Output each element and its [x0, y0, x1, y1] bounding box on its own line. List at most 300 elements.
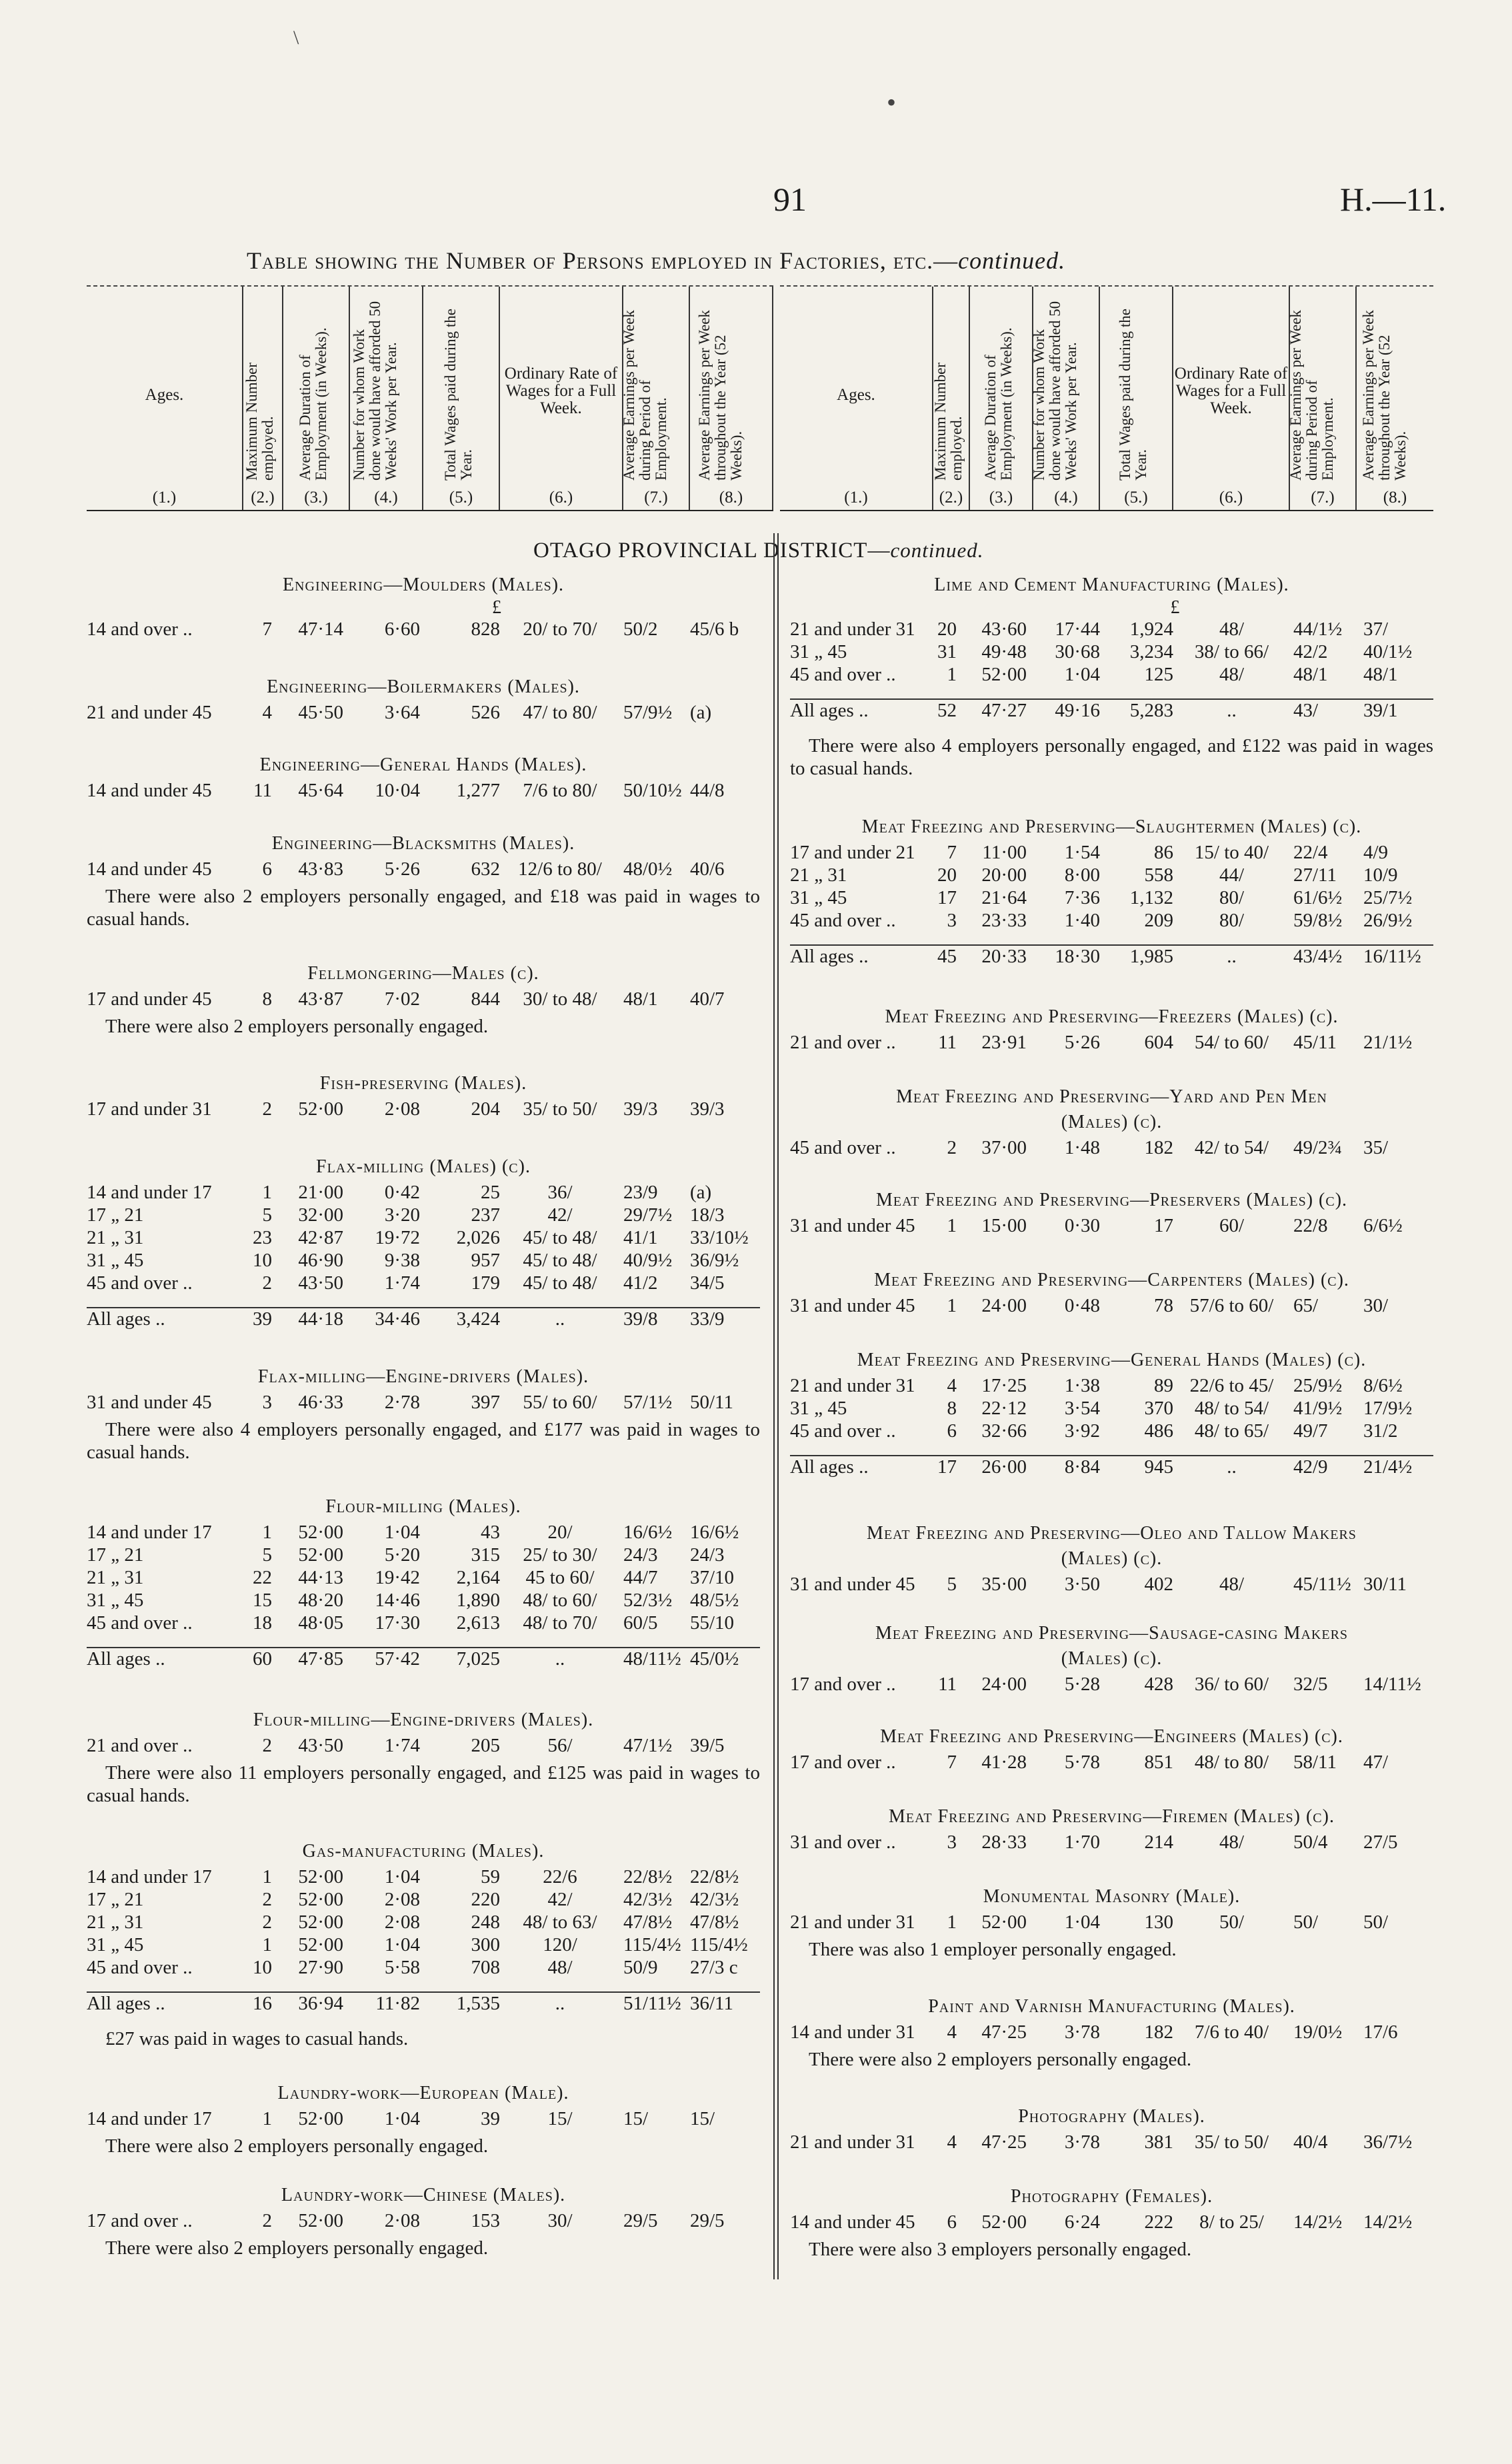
data-rows: [87, 988, 760, 1011]
cell-col-7: 41/1: [623, 1227, 658, 1248]
total-row: [87, 1307, 760, 1339]
cell-col-7: 29/5: [623, 2210, 658, 2231]
section-title: Meat Freezing and Preserving—General Hands (Males) (c).: [857, 1350, 1367, 1370]
header-ordinary-rate: Ordinary Rate of Wages for a Full Week. (6.): [1173, 287, 1290, 510]
cell-col-4: 1·04: [384, 1522, 420, 1543]
cell-col-6: ..: [1227, 946, 1237, 967]
cell-col-6: 57/6 to 60/: [1189, 1295, 1274, 1316]
cell-col-7: 58/11: [1293, 1752, 1337, 1773]
cell-col-5: 204: [471, 1098, 500, 1120]
section-title: Meat Freezing and Preserving—Freezers (Males) (c).: [885, 1006, 1339, 1027]
section: [87, 2083, 760, 2157]
header-avg-earnings-period: Average Earnings per Week during Period of Employment. (7.): [1290, 287, 1357, 510]
cell-col-7: 50/4: [1293, 1832, 1328, 1853]
cell-col-3: 32·00: [298, 1204, 343, 1226]
cell-col-1: 21 „ 31: [87, 1911, 144, 1933]
cell-col-2: 6: [947, 2211, 957, 2233]
section: [87, 676, 760, 724]
cell-col-6: 15/ to 40/: [1194, 842, 1269, 863]
cell-col-4: 3·50: [1064, 1574, 1100, 1595]
cell-col-4: 3·20: [384, 1204, 420, 1226]
cell-col-3: 21·00: [298, 1182, 343, 1203]
cell-col-8: 4/9: [1363, 842, 1389, 863]
data-rows: [790, 2021, 1433, 2044]
cell-col-8: 14/11½: [1363, 1674, 1421, 1695]
section: [87, 833, 760, 930]
data-rows: [87, 618, 760, 641]
cell-col-8: 30/11: [1363, 1574, 1407, 1595]
total-row: [790, 944, 1433, 976]
cell-col-4: 5·58: [384, 1957, 420, 1978]
cell-col-5: 558: [1144, 864, 1173, 886]
section-title: Monumental Masonry (Male).: [983, 1886, 1241, 1907]
page-number: 91: [773, 181, 807, 218]
data-rows: [87, 1735, 760, 1758]
table-row: [87, 1567, 760, 1590]
cell-col-1: 31 and under 45: [790, 1295, 915, 1316]
section: [87, 1073, 760, 1121]
cell-col-3: 42·87: [298, 1227, 343, 1248]
section: [790, 1726, 1433, 1774]
cell-col-4: 6·60: [384, 618, 420, 640]
cell-col-8: 34/5: [690, 1272, 725, 1294]
cell-col-3: 37·00: [981, 1137, 1027, 1158]
section-title: Fellmongering—Males (c).: [307, 963, 539, 984]
cell-col-2: 22: [253, 1567, 272, 1588]
cell-col-7: 47/1½: [623, 1735, 673, 1756]
cell-col-5: 153: [471, 2210, 500, 2231]
cell-col-4: 1·54: [1064, 842, 1100, 863]
cell-col-5: 1,277: [456, 780, 500, 801]
cell-col-5: 39: [481, 2108, 500, 2129]
cell-col-3: 24·00: [981, 1674, 1027, 1695]
cell-col-6: 56/: [547, 1735, 573, 1756]
cell-col-7: 23/9: [623, 1182, 658, 1203]
cell-col-2: 20: [937, 618, 957, 640]
section-title: Meat Freezing and Preserving—Sausage-casing Makers: [875, 1623, 1349, 1644]
cell-col-8: 18/3: [690, 1204, 725, 1226]
cell-col-5: 604: [1144, 1032, 1173, 1053]
table-row: [87, 1182, 760, 1204]
cell-col-7: 42/3½: [623, 1889, 673, 1910]
cell-col-2: 1: [262, 1182, 272, 1203]
cell-col-5: 486: [1144, 1420, 1173, 1442]
cell-col-1: 31 and under 45: [790, 1215, 915, 1236]
section-note: There were also 2 employers personally engaged.: [105, 2237, 489, 2259]
cell-col-5: 179: [471, 1272, 500, 1294]
section-title: Engineering—Moulders (Males).: [282, 575, 565, 595]
cell-col-1: 31 and under 45: [87, 1392, 212, 1413]
cell-col-3: 47·25: [981, 2021, 1027, 2043]
cell-col-3: 23·33: [981, 910, 1027, 931]
section: [790, 1886, 1433, 1961]
cell-col-7: 22/8½: [623, 1866, 673, 1887]
cell-col-7: 29/7½: [623, 1204, 673, 1226]
cell-col-1: 14 and under 45: [87, 858, 212, 880]
cell-col-4: 1·04: [384, 2108, 420, 2129]
data-rows: [790, 1574, 1433, 1596]
cell-col-1: 14 and under 17: [87, 1522, 212, 1543]
section-title: Engineering—General Hands (Males).: [259, 754, 587, 775]
cell-col-2: 60: [253, 1648, 272, 1670]
cell-col-5: 1,924: [1129, 618, 1173, 640]
cell-col-5: 7,025: [456, 1648, 500, 1670]
header-total-wages: Total Wages paid during the Year. (5.): [423, 287, 500, 510]
data-rows: [87, 702, 760, 724]
cell-col-2: 1: [262, 2108, 272, 2129]
cell-col-3: 52·00: [981, 2211, 1027, 2233]
cell-col-1: 31 and over ..: [790, 1832, 896, 1853]
cell-col-5: 209: [1144, 910, 1173, 931]
table-row: [790, 1032, 1433, 1054]
cell-col-3: 43·50: [298, 1735, 343, 1756]
data-rows: [87, 1392, 760, 1414]
cell-col-1: 14 and under 45: [790, 2211, 915, 2233]
cell-col-7: 48/0½: [623, 858, 673, 880]
cell-col-8: 10/9: [1363, 864, 1398, 886]
section-title: Gas-manufacturing (Males).: [302, 1841, 545, 1861]
cell-col-3: 23·91: [981, 1032, 1027, 1053]
cell-col-1: 17 „ 21: [87, 1204, 144, 1226]
cell-col-7: 44/7: [623, 1567, 658, 1588]
cell-col-7: 60/5: [623, 1612, 658, 1634]
cell-col-2: 39: [253, 1308, 272, 1330]
table-row: [87, 1612, 760, 1635]
table-row: [87, 1957, 760, 1979]
cell-col-7: 49/7: [1293, 1420, 1328, 1442]
cell-col-5: 130: [1144, 1911, 1173, 1933]
section-title: Meat Freezing and Preserving—Firemen (Males) (c).: [889, 1806, 1335, 1827]
table-row: [87, 1098, 760, 1121]
cell-col-6: 48/: [1219, 1574, 1245, 1595]
cell-col-5: 1,132: [1129, 887, 1173, 908]
cell-col-4: 14·46: [375, 1590, 420, 1611]
cell-col-8: 15/: [690, 2108, 715, 2129]
cell-col-6: 48/ to 63/: [523, 1911, 597, 1933]
cell-col-4: 17·44: [1055, 618, 1100, 640]
table-row: [87, 1522, 760, 1544]
cell-col-7: 44/1½: [1293, 618, 1343, 640]
header-max-number: Maximum Number employed. (2.): [243, 287, 283, 510]
section-title: Engineering—Blacksmiths (Males).: [271, 833, 575, 854]
cell-col-7: 57/1½: [623, 1392, 673, 1413]
cell-col-8: 16/11½: [1363, 946, 1421, 967]
cell-col-3: 36·94: [298, 1993, 343, 2014]
cell-col-5: 526: [471, 702, 500, 723]
cell-col-7: 42/9: [1293, 1456, 1328, 1478]
header-avg-earnings-year: Average Earnings per Week throughout the Year (52 Weeks). (8.): [1359, 310, 1409, 507]
cell-col-2: 23: [253, 1227, 272, 1248]
cell-col-2: 1: [947, 1295, 957, 1316]
cell-col-8: 37/10: [690, 1567, 735, 1588]
cell-col-7: 50/2: [623, 618, 658, 640]
cell-col-8: 42/3½: [690, 1889, 739, 1910]
cell-col-8: 29/5: [690, 2210, 725, 2231]
cell-col-5: 182: [1144, 1137, 1173, 1158]
cell-col-5: 957: [471, 1250, 500, 1271]
cell-col-7: 57/9½: [623, 702, 673, 723]
cell-col-1: 17 and over ..: [790, 1752, 896, 1773]
cell-col-5: 2,613: [456, 1612, 500, 1634]
cell-col-1: 21 and under 31: [790, 618, 915, 640]
cell-col-8: 17/9½: [1363, 1398, 1413, 1419]
cell-col-3: 52·00: [298, 1934, 343, 1955]
cell-col-3: 52·00: [298, 1866, 343, 1887]
cell-col-1: 45 and over ..: [790, 1420, 896, 1442]
cell-col-8: 36/7½: [1363, 2131, 1413, 2153]
header-avg-duration: Average Duration of Employment (in Weeks). (3.): [970, 287, 1033, 510]
cell-col-2: 6: [262, 858, 272, 880]
cell-col-5: 1,890: [456, 1590, 500, 1611]
cell-col-4: 5·28: [1064, 1674, 1100, 1695]
cell-col-6: 36/: [547, 1182, 573, 1203]
cell-col-7: 115/4½: [623, 1934, 681, 1955]
cell-col-5: 205: [471, 1735, 500, 1756]
cell-col-3: 49·48: [981, 641, 1027, 662]
total-row: [87, 1647, 760, 1679]
cell-col-2: 2: [262, 1735, 272, 1756]
data-rows: [87, 1182, 760, 1339]
cell-col-5: 125: [1144, 664, 1173, 685]
section-title: Lime and Cement Manufacturing (Males).: [934, 575, 1289, 595]
section-title: Flour-milling (Males).: [325, 1496, 521, 1517]
cell-col-7: 14/2½: [1293, 2211, 1343, 2233]
cell-col-6: 22/6 to 45/: [1189, 1375, 1274, 1396]
cell-col-1: 21 and under 45: [87, 702, 212, 723]
section: [87, 2185, 760, 2259]
cell-col-3: 52·00: [298, 2210, 343, 2231]
section-title: Meat Freezing and Preserving—Engineers (Males) (c).: [880, 1726, 1343, 1747]
cell-col-1: 45 and over ..: [790, 664, 896, 685]
cell-col-8: 8/6½: [1363, 1375, 1403, 1396]
cell-col-6: ..: [1227, 700, 1237, 721]
section-note: There were also 4 employers personally engaged, and £177 was paid in wages to casual hands.: [87, 1419, 760, 1463]
section-title: Flour-milling—Engine-drivers (Males).: [253, 1710, 594, 1730]
cell-col-1: 31 „ 45: [790, 641, 847, 662]
section-title: Fish-preserving (Males).: [319, 1073, 527, 1094]
section: [87, 963, 760, 1038]
cell-col-5: 222: [1144, 2211, 1173, 2233]
cell-col-6: 8/ to 25/: [1199, 2211, 1264, 2233]
cell-col-8: 14/2½: [1363, 2211, 1413, 2233]
cell-col-1: 31 „ 45: [87, 1250, 144, 1271]
data-rows: [790, 2211, 1433, 2234]
cell-col-5: 43: [481, 1522, 500, 1543]
cell-col-3: 47·85: [298, 1648, 343, 1670]
cell-col-6: 7/6 to 40/: [1194, 2021, 1269, 2043]
cell-col-4: 3·78: [1064, 2021, 1100, 2043]
scan-speck: •: [887, 87, 897, 117]
cell-col-2: 4: [947, 2131, 957, 2153]
cell-col-6: 48/: [1219, 1832, 1245, 1853]
cell-col-2: 45: [937, 946, 957, 967]
table-row: [87, 1934, 760, 1957]
header-total-wages: Total Wages paid during the Year. (5.): [1100, 287, 1173, 510]
cell-col-5: 632: [471, 858, 500, 880]
cell-col-4: 2·08: [384, 1098, 420, 1120]
cell-col-4: 8·00: [1064, 864, 1100, 886]
cell-col-4: 9·38: [384, 1250, 420, 1271]
cell-col-4: 19·42: [375, 1567, 420, 1588]
cell-col-4: 11·82: [375, 1993, 420, 2014]
section: [790, 1270, 1433, 1318]
cell-col-8: 24/3: [690, 1544, 725, 1566]
table-row: [790, 2211, 1433, 2234]
section-title: Laundry-work—Chinese (Males).: [281, 2185, 566, 2205]
cell-col-2: 7: [947, 842, 957, 863]
cell-col-5: 59: [481, 1866, 500, 1887]
cell-col-8: 6/6½: [1363, 1215, 1403, 1236]
data-rows: [790, 618, 1433, 730]
cell-col-7: 50/10½: [623, 780, 682, 801]
table-row: [790, 1832, 1433, 1854]
cell-col-1: 17 and under 45: [87, 988, 212, 1010]
cell-col-1: 21 „ 31: [790, 864, 847, 886]
district-continued: continued.: [890, 539, 984, 562]
page-code: H.—11.: [1340, 181, 1447, 218]
table-row: [790, 2131, 1433, 2154]
cell-col-1: 14 and under 17: [87, 1182, 212, 1203]
cell-col-2: 1: [262, 1934, 272, 1955]
cell-col-3: 43·50: [298, 1272, 343, 1294]
cell-col-4: 7·36: [1064, 887, 1100, 908]
cell-col-1: All ages ..: [87, 1308, 165, 1330]
district-heading: [533, 539, 983, 563]
cell-col-1: All ages ..: [790, 1456, 869, 1478]
cell-col-4: 1·74: [384, 1272, 420, 1294]
table-row: [790, 1674, 1433, 1696]
cell-col-1: 17 and over ..: [87, 2210, 193, 2231]
cell-col-5: 89: [1154, 1375, 1173, 1396]
cell-col-5: 828: [471, 618, 500, 640]
cell-col-7: 45/11½: [1293, 1574, 1351, 1595]
cell-col-6: 80/: [1219, 910, 1245, 931]
section: [87, 754, 760, 802]
cell-col-2: 1: [262, 1522, 272, 1543]
cell-col-3: 28·33: [981, 1832, 1027, 1853]
section: [87, 575, 760, 641]
cell-col-8: 17/6: [1363, 2021, 1398, 2043]
cell-col-3: 44·18: [298, 1308, 343, 1330]
cell-col-6: 48/ to 60/: [523, 1590, 597, 1611]
cell-col-6: 48/ to 65/: [1194, 1420, 1269, 1442]
cell-col-6: 22/6: [543, 1866, 577, 1887]
cell-col-4: 18·30: [1055, 946, 1100, 967]
cell-col-4: 19·72: [375, 1227, 420, 1248]
cell-col-6: ..: [1227, 1456, 1237, 1478]
cell-col-4: 2·08: [384, 2210, 420, 2231]
cell-col-3: 47·25: [981, 2131, 1027, 2153]
cell-col-2: 5: [262, 1544, 272, 1566]
section-title: Engineering—Boilermakers (Males).: [267, 676, 580, 697]
cell-col-3: 26·00: [981, 1456, 1027, 1478]
cell-col-6: 48/ to 54/: [1194, 1398, 1269, 1419]
data-rows: [87, 2108, 760, 2131]
cell-col-7: 50/: [1293, 1911, 1319, 1933]
cell-col-5: 17: [1154, 1215, 1173, 1236]
cell-col-5: 428: [1144, 1674, 1173, 1695]
cell-col-3: 46·90: [298, 1250, 343, 1271]
cell-col-8: 45/6 b: [690, 618, 739, 640]
data-rows: [790, 1137, 1433, 1160]
cell-col-6: 48/: [1219, 618, 1245, 640]
cell-col-4: 3·54: [1064, 1398, 1100, 1419]
cell-col-8: 26/9½: [1363, 910, 1413, 931]
table-row: [87, 1392, 760, 1414]
cell-col-7: 48/1: [1293, 664, 1328, 685]
cell-col-2: 1: [947, 1215, 957, 1236]
cell-col-7: 50/9: [623, 1957, 658, 1978]
cell-col-8: 48/1: [1363, 664, 1398, 685]
cell-col-8: 36/9½: [690, 1250, 739, 1271]
cell-col-3: 48·05: [298, 1612, 343, 1634]
table-row: [87, 1227, 760, 1250]
cell-col-1: All ages ..: [790, 946, 869, 967]
cell-col-2: 11: [938, 1674, 957, 1695]
cell-col-4: 49·16: [1055, 700, 1100, 721]
cell-col-8: 48/5½: [690, 1590, 739, 1611]
table-row: [87, 1735, 760, 1758]
table-row: [790, 1420, 1433, 1443]
section-note: £27 was paid in wages to casual hands.: [105, 2028, 409, 2049]
cell-col-6: 48/ to 80/: [1194, 1752, 1269, 1773]
table-row: [87, 858, 760, 881]
section: [790, 1623, 1433, 1696]
cell-col-3: 52·00: [981, 1911, 1027, 1933]
total-row: [790, 698, 1433, 730]
cell-col-3: 11·00: [982, 842, 1027, 863]
header-ages: Ages. (1.): [780, 287, 933, 510]
cell-col-3: 24·00: [981, 1295, 1027, 1316]
section-title: Meat Freezing and Preserving—Slaughtermen (Males) (c).: [861, 816, 1362, 837]
cell-col-8: 50/11: [690, 1392, 733, 1413]
cell-col-2: 4: [262, 702, 272, 723]
header-ages: Ages. (1.): [87, 287, 243, 510]
cell-col-4: 6·24: [1064, 2211, 1100, 2233]
data-rows: [790, 842, 1433, 976]
cell-col-5: 25: [481, 1182, 500, 1203]
cell-col-2: 4: [947, 1375, 957, 1396]
cell-col-8: 25/7½: [1363, 887, 1413, 908]
table-row: [87, 1204, 760, 1227]
cell-col-8: 37/: [1363, 618, 1389, 640]
cell-col-2: 8: [262, 988, 272, 1010]
column-header-left: [87, 285, 773, 511]
section: [87, 1710, 760, 1807]
cell-col-1: 17 „ 21: [87, 1889, 144, 1910]
cell-col-2: 5: [947, 1574, 957, 1595]
cell-col-1: 45 and over ..: [87, 1612, 193, 1634]
cell-col-5: 300: [471, 1934, 500, 1955]
cell-col-4: 57·42: [375, 1648, 420, 1670]
table-row: [87, 1590, 760, 1612]
cell-col-1: 45 and over ..: [87, 1272, 193, 1294]
cell-col-3: 32·66: [981, 1420, 1027, 1442]
cell-col-6: ..: [555, 1993, 565, 2014]
cell-col-7: 15/: [623, 2108, 649, 2129]
cell-col-8: 35/: [1363, 1137, 1389, 1158]
table-row: [790, 2021, 1433, 2044]
data-rows: [790, 2131, 1433, 2154]
cell-col-6: 35/ to 50/: [523, 1098, 597, 1120]
cell-col-2: 8: [947, 1398, 957, 1419]
cell-col-5: 1,985: [1129, 946, 1173, 967]
section-note: There were also 4 employers personally engaged, and £122 was paid in wages to casual hands.: [790, 735, 1433, 779]
section-title: Paint and Varnish Manufacturing (Males).: [928, 1996, 1295, 2017]
cell-col-1: 21 and under 31: [790, 2131, 915, 2153]
cell-col-6: 42/: [547, 1204, 573, 1226]
cell-col-7: 47/8½: [623, 1911, 673, 1933]
